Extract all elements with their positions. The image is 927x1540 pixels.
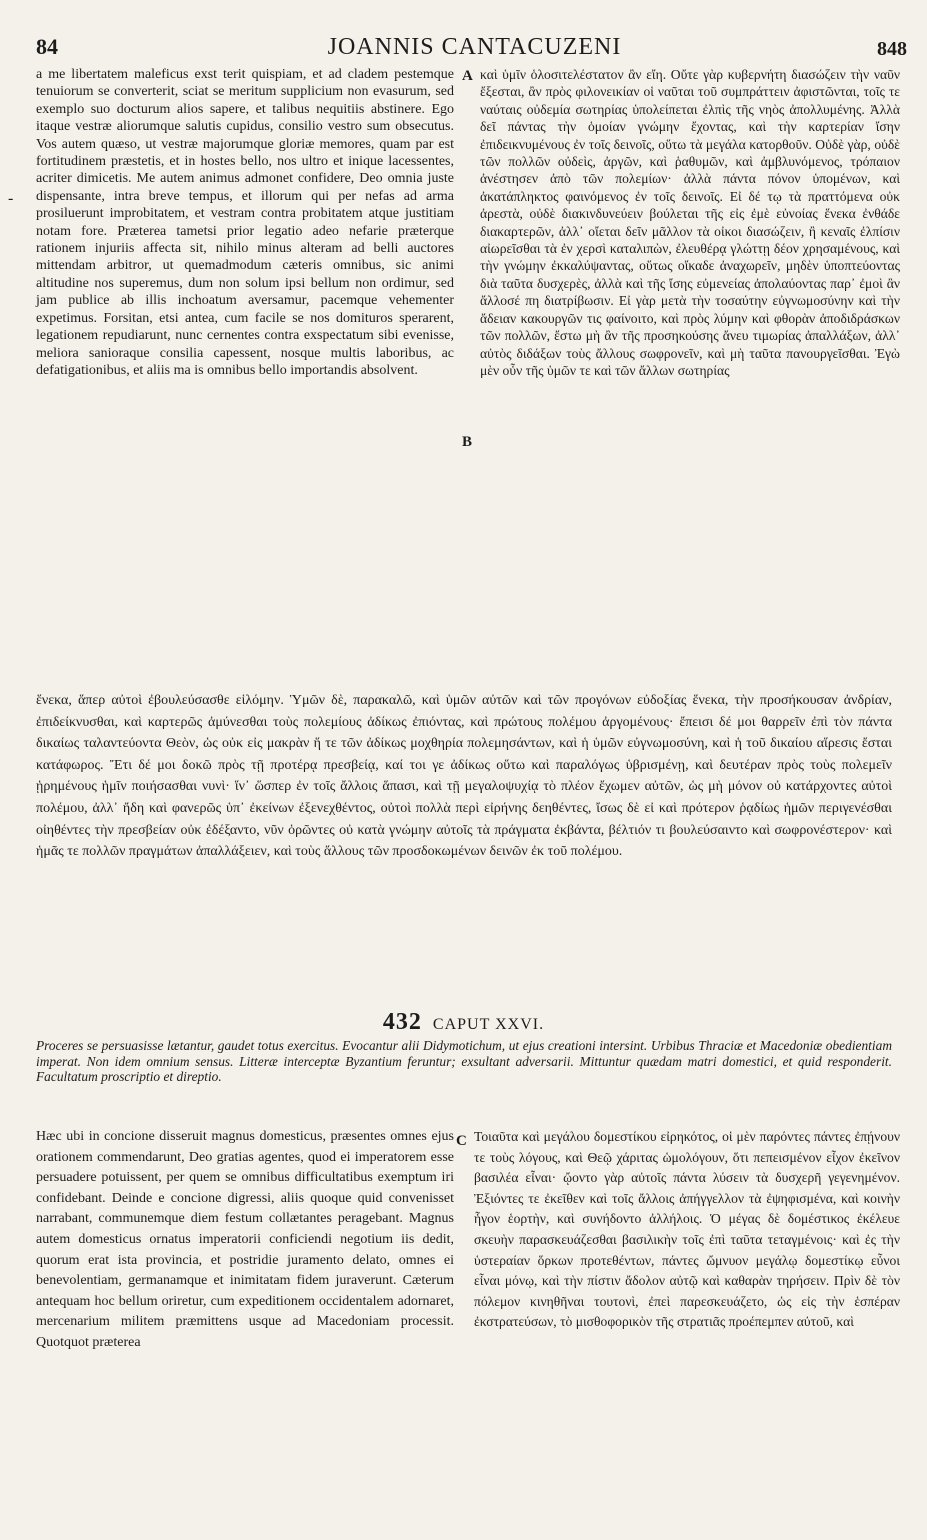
greek-paragraph-top: καὶ ὑμῖν ὁλοσιτελέστατον ἂν εἴη. Οὔτε γὰρ κυβερνήτη διασώζειν τὴν ναῦν ἔξεσται, ἂν πρὸς φιλονεικίαν οἱ ναῦται τοῦ συμπράττειν ἀφιστῶνται, τοῖς τε ναύταις οὐδεμία σωτηρίας ὑπολείπεται ἐλπὶς τῆς νηὸς ἀπολλυμένης. Ἀλλὰ δεῖ πάντας τὴν ὁμοίαν γνώμην ἔχοντας, καὶ τὴν καρτερίαν ἴσην ἐπιδεικνυμένους ἐν τοῖς δεινοῖς, οὕτω τὰ μεγάλα κατορθοῦν. Οὐδὲ γὰρ, οὐδὲ τῶν πολλῶν οὐδεὶς, ἀργῶν, καὶ ῥαθυμῶν, καὶ ἀμβλυνόμενος, τρόπαιον ἀνέστησεν ἀπὸ τῶν πολεμίων· ἀλλὰ πάντα πόνον ὑπομένων, καὶ ἀκατάπληκτος φαινόμενος ἐν τοῖς δεινοῖς. Εἰ δέ τῳ τὰ πραττόμενα οὐκ ἀρεστὰ, οὐδὲ διακινδυνεύειν βούλεται τῆς εἰς ἐμὲ εὐνοίας ἕνεκα ἐνθάδε διακαρτερῶν, ἀλλ᾽ οἴεται δεῖν μᾶλλον τὰ οἰκοι διασώζειν, ἢ κεναῖς ἐλπίσιν αἰωρεῖσθαι τὰ ἐν χερσὶ καταλιπὼν, ἐλευθέρᾳ γλώττῃ δέον χρησαμένους, καὶ τὴν γνώμην ἐκκαλύψαντας, οὕτως οἴκαδε ἀναχωρεῖν, μηδὲν ὑποπτεύοντας διὰ ταῦτα δυσχερὲς, ἀλλὰ καὶ τῆς ἴσης εὐμενείας ἀπολαύοντας παρ᾽ ἐμοὶ ἂν ἄλλοσέ πη διατρίβωσιν. Εἰ γὰρ μετὰ τὴν τοσαύτην εὐγνωμοσύνην καὶ τὴν ἄδειαν κακουργῶν τις φαίνοιτο, καὶ πρὸς λύμην καὶ φθορὰν ἀποδιδράσκων τῶν πολλῶν, ἔστω μὴ ἂν τῆς προσηκούσης ἄνευ τιμωρίας ἀπαλλάξων, ἀλλ᾽ αὐτὸς διδάξων τοὺς ἄλλους σωφρονεῖν, καὶ μὴ ταῦτα πανουργεῖσθαι. Ἐγὼ μὲν οὖν τῆς ὑμῶν τε καὶ τῶν ἄλλων σωτηρίας: [480, 67, 900, 378]
running-title: JOANNIS CANTACUZENI: [327, 34, 622, 60]
chapter-heading: [0, 1009, 927, 1036]
latin-paragraph-bottom: Hæc ubi in concione disseruit magnus domesticus, præsentes omnes ejus orationem commendarunt, Deo gratias agentes, quod ei imperatorem esse persuadere potuissent, per quem se omnibus difficultatibus exemptum iri confidebant. Deinde e concione digressi, aliis quoque quid convenisset narrabant, communemque diem festum collætantes peragebant. Magnus autem domesticus ornatus imperatorii conficiendi negotium iis dedit, quorum erat ista provincia, et postridie juramento delato, omnes ei benevolentiam, germanamque et inimitatam fidem juraverunt. Cæterum antequam hoc bellum oriretur, cum expeditionem occidentalem adornaret, mercenarium militem præmittens usque ad Macedoniam processit. Quotquot præterea: [36, 1129, 454, 1350]
latin-column-bottom: [36, 1127, 454, 1354]
page-number-left: 84: [36, 34, 58, 59]
section-marker-a: A: [462, 68, 473, 84]
section-marker-b: B: [462, 434, 473, 450]
margin-dash: -: [8, 190, 14, 207]
chapter-number: 432: [382, 1009, 422, 1035]
chapter-title: CAPUT XXVI.: [432, 1016, 545, 1033]
greek-column-top: [480, 66, 900, 379]
running-header: [36, 34, 913, 64]
greek-paragraph-bottom: Τοιαῦτα καὶ μεγάλου δομεστίκου εἰρηκότος, οἱ μὲν παρόντες πάντες ἐπῄνουν τε τοὺς λόγους, καὶ Θεῷ χάριτας ὡμολόγουν, ὅτι πεπεισμένον εἶχον ἐκεῖνον βασιλέα εἶναι· ᾤοντο γὰρ αὐτοῖς πάντα λύσειν τὰ δυσχερῆ γεγενημένον. Ἐξιόντες τε ἐκεῖθεν καὶ τοῖς ἄλλοις ἀπήγγελλον τὰ ἐψηφισμένα, καὶ κοινὴν ἦγον ἑορτὴν, καὶ συνήδοντο ἀλλήλοις. Ὁ μέγας δὲ δομέστικος ἐκέλευε σκευὴν παρασκευάζεσθαι βασιλικὴν τοῖς ἐπὶ ταῦτα τεταγμένοις· καὶ ἐς τὴν ὑστεραίαν ὅρκων προτεθέντων, πάντες ὤμνυον μεγάλῳ δομεστίκῳ εὖνοι εἶναι μόνῳ, καὶ τὴν πίστιν ἄδολον αὐτῷ καὶ καθαρὰν τηρήσειν. Πρὶν δὲ τὸν πόλεμον κινηθῆναι τουτονὶ, ἐπεὶ παρεσκευάζετο, ὡς εἰς τὴν ἑσπέραν ἐκστρατεύσων, τὸ μισθοφορικὸν τῆς στρατιᾶς προέπεμπεν αὐτοῦ, καὶ: [474, 1129, 900, 1330]
section-marker-c: C: [456, 1133, 467, 1149]
greek-column-bottom: [474, 1127, 900, 1333]
latin-paragraph-top: a me libertatem maleficus exst terit quispiam, et ad cladem pestemque tenuiorum se converterit, sciat se meritum supplicium non evasurum, sed exemplo suo docturum alios sapere, et talibus nequitiis abstinere. Ego itaque vestræ aliorumque salutis cupidus, consilio vestro sum obsecutus. Vos autem quæso, ut vestræ majorumque gloriæ memores, quam par est fortitudinem præstetis, et in hostes bello, nos ultro et inique lacessentes, acriter dimicetis. Me autem animus admonet confidere, Deo omnia juste dispensante, intra breve tempus, et illorum qui per nefas ad arma prosiluerunt improbitatem, et vestram contra probitatem atque justitiam notam fore. Præterea tametsi prior legatio adeo nefarie præterque rationem injuriis affecta sit, nihilo minus alteram ad belli auctores mittendam arbitror, ut quemadmodum cæteris omnibus, sic animi altitudine nos superemus, dum non solum ipsi bellum non ordimur, sed jam publice ab illis inchoatum aversamur, pacemque vehementer expetimus. Forsitan, etsi antea, cum facile se nos domituros sperarent, legationem repudiarunt, nunc cernentes contra exspectatum sibi evenisse, meliora sanioraque consilia capessent, nosque multis laboribus, ac defatigationibus, et aliis ma is omnibus bello importandis absolvent.: [36, 67, 454, 378]
chapter-summary: Proceres se persuasisse lætantur, gaudet totus exercitus. Evocantur alii Didymotichum, ut ejus creationi intersint. Urbibus Thraciæ et Macedoniæ obedientiam imperat. Non idem omnium sensus. Litteræ interceptæ Byzantium feruntur; exsultant adversarii. Mittuntur quædam matri domestici, et quid responderit. Facultatum proscriptio et direptio.: [36, 1038, 892, 1085]
page-number-right: 848: [877, 38, 907, 60]
greek-full-width-text: ἕνεκα, ἅπερ αὐτοὶ ἐβουλεύσασθε εἱλόμην. Ὑμῶν δὲ, παρακαλῶ, καὶ ὑμῶν αὐτῶν καὶ τῶν προγόνων εὐδοξίας ἕνεκα, τὴν προσήκουσαν ἀνδρίαν, ἐπιδείκνυσθαι, καὶ καρτερῶς ἀμύνεσθαι τοὺς πολεμίους ἀδίκως ἐπιόντας, καὶ πρώτους πολέμου ἀργομένους· ἔπεισι δέ μοι θαρρεῖν ἐπὶ τὸν πάντα δικαίως ταλαντεύοντα Θεὸν, ὡς οὐκ εἰς μακρὰν ἥ τε τῶν ἀδίκως μοχθηρία πολεμησάντων, καὶ ἡ ὑμῶν εὐγνωμοσύνη, καὶ ἡ τοῦ δικαίου αἵρεσις ἔσται κατάφωρος. Ἔτι δέ μοι δοκῶ πρὸς τῇ προτέρᾳ πρεσβείᾳ, καί τοι γε ἀδίκως οὕτω καὶ παραλόγως ὑβρισμένῃ, καὶ δευτέραν πρὸς τοὺς πολεμεῖν ᾑρημένους ἡμῖν ποιήσασθαι νυνὶ· ἵν᾽ ὥσπερ ἐν τοῖς ἄλλοις ἅπασι, καὶ τῇ μεγαλοψυχίᾳ τὸ πλέον ἔχωμεν αὐτῶν, ὡς μὴ μόνον οὐ κατάρχοντες αὐτοὶ πολέμου, ἀλλ᾽ ἤδη καὶ φανερῶς ὑπ᾽ ἐκείνων ἐξενεχθέντος, οὐτοὶ πολλὰ περὶ εἰρήνης δεηθέντες, ἴσως δὲ εἰ καὶ πρότερον ῥᾳδίως ἡμῶν περιγενέσθαι οἰηθέντες τὴν πρεσβείαν οὐκ ἐδέξαντο, νῦν ὁρῶντες οὐ κατὰ γνώμην αὐτοῖς τὰ πράγματα ἐκβάντα, βέλτιόν τι βουλεύσαιντο καὶ σωφρονέστερον· καὶ ἡμᾶς τε πολλῶν πραγμάτων ἀπαλλάξειεν, καὶ τοὺς ἄλλους τῶν προσδοκωμένων δεινῶν ἐκ τοῦ πολέμου.: [36, 693, 892, 860]
latin-column-top: [36, 66, 454, 379]
